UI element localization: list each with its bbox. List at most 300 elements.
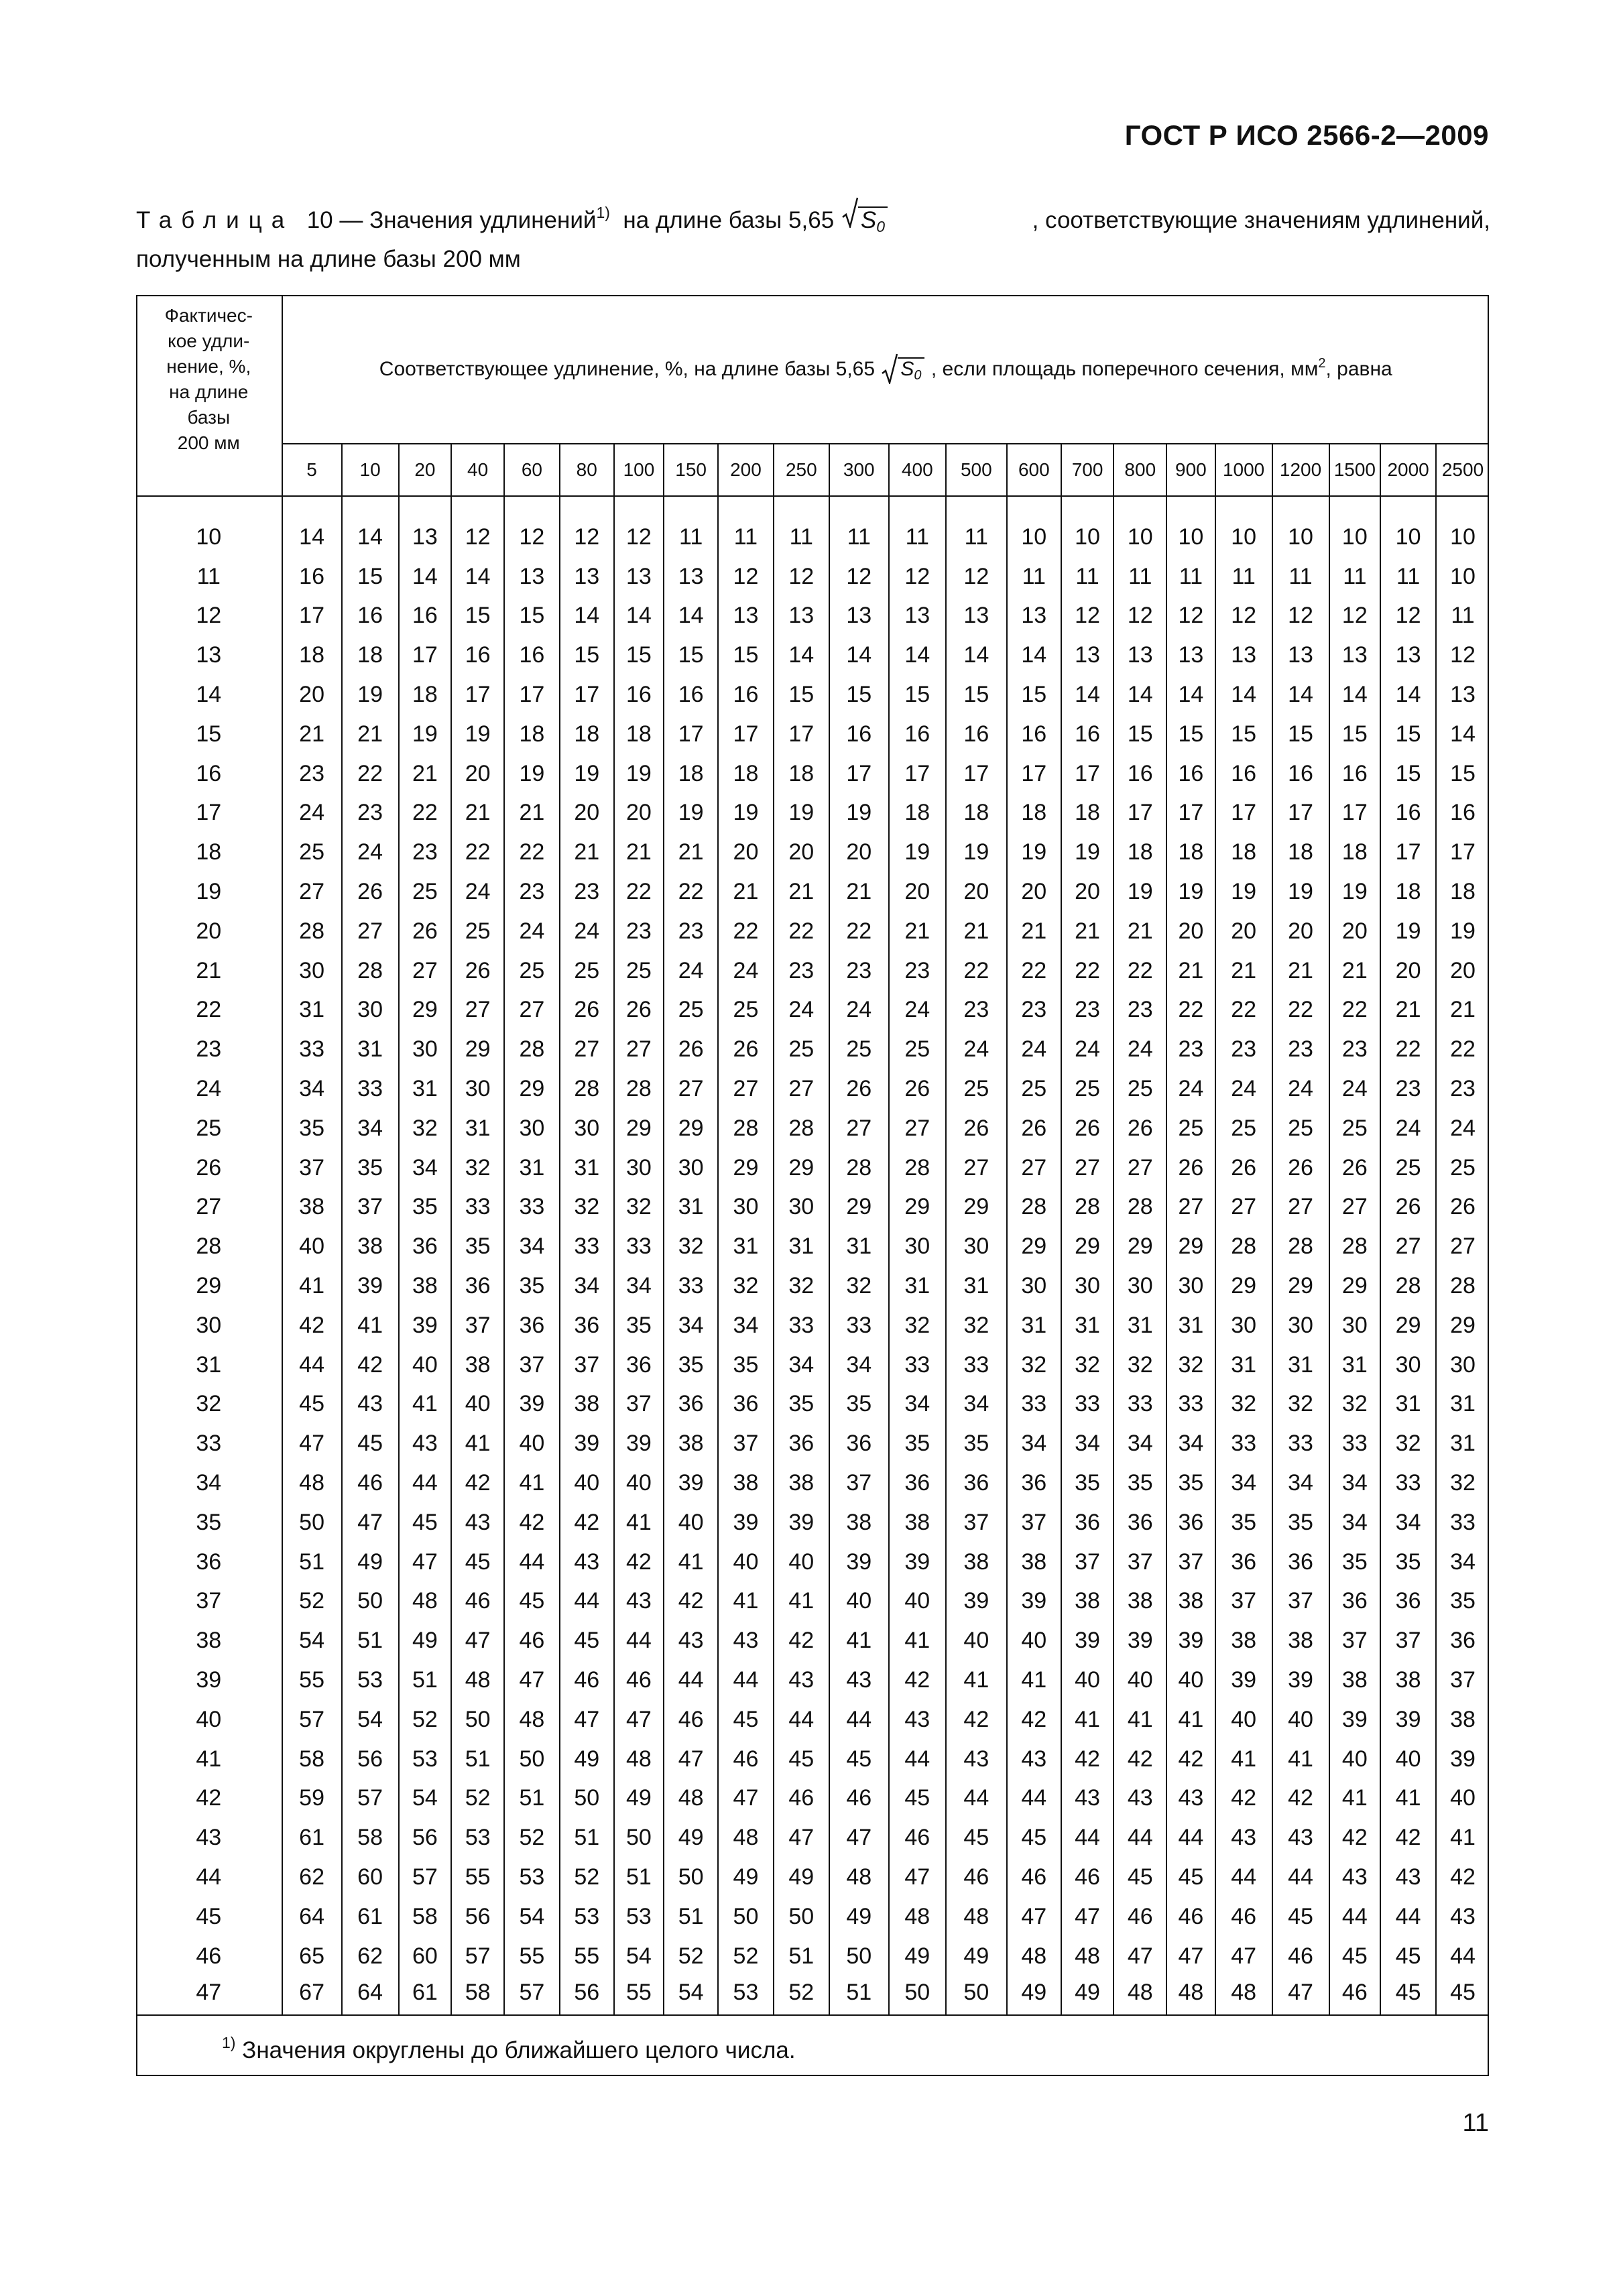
value-cell: 56 [342, 1740, 399, 1779]
value-cell: 21 [1272, 951, 1329, 991]
value-cell: 31 [1272, 1345, 1329, 1385]
value-cell: 29 [1272, 1266, 1329, 1306]
value-cell: 36 [1329, 1582, 1381, 1622]
value-cell: 61 [299, 1825, 324, 1851]
value-cell: 11 [1061, 557, 1114, 597]
value-cell: 18 [1436, 872, 1489, 912]
value-cell: 30 [1329, 1306, 1381, 1345]
value-cell: 40 [1436, 1779, 1489, 1819]
value-cell: 12 [1114, 597, 1166, 636]
value-cell: 31 [1436, 1424, 1489, 1463]
value-cell: 50 [560, 1779, 614, 1819]
value-cell: 44 [399, 1463, 452, 1503]
value-cell: 24 [1007, 1030, 1061, 1069]
value-cell: 46 [889, 1818, 946, 1858]
value-cell: 52 [560, 1858, 614, 1897]
value-cell: 44 [1329, 1897, 1381, 1937]
value-cell: 38 [718, 1463, 774, 1503]
actual-elongation-cell: 43 [136, 1818, 282, 1858]
value-cell: 27 [299, 879, 324, 905]
value-cell: 17 [560, 675, 614, 715]
value-cell: 17 [1380, 833, 1436, 872]
value-cell: 32 [1436, 1463, 1489, 1503]
value-cell: 26 [1166, 1148, 1215, 1188]
value-cell: 34 [1329, 1463, 1381, 1503]
value-cell: 27 [1272, 1188, 1329, 1227]
value-cell: 33 [664, 1266, 718, 1306]
value-cell: 46 [718, 1740, 774, 1779]
value-cell: 13 [1272, 636, 1329, 675]
value-cell: 38 [342, 1227, 399, 1266]
value-cell: 39 [829, 1543, 889, 1582]
value-cell: 19 [1215, 872, 1272, 912]
value-cell: 30 [399, 1030, 452, 1069]
value-cell: 23 [1114, 991, 1166, 1030]
value-cell: 46 [774, 1779, 829, 1819]
value-cell: 41 [1166, 1700, 1215, 1740]
value-cell: 36 [1215, 1543, 1272, 1582]
value-cell: 20 [1215, 912, 1272, 951]
value-cell: 10 [1061, 518, 1114, 557]
value-cell: 27 [1166, 1188, 1215, 1227]
value-cell: 22 [1215, 991, 1272, 1030]
value-cell: 48 [451, 1660, 504, 1700]
value-cell: 23 [889, 951, 946, 991]
value-cell: 15 [504, 597, 560, 636]
value-cell: 40 [1272, 1700, 1329, 1740]
actual-elongation-cell: 28 [136, 1227, 282, 1266]
value-cell: 16 [1215, 754, 1272, 794]
value-cell: 45 [399, 1503, 452, 1543]
value-cell: 30 [560, 1109, 614, 1148]
value-cell: 25 [1380, 1148, 1436, 1188]
value-cell: 22 [614, 872, 664, 912]
area-header: 500 [946, 444, 1007, 496]
value-cell: 54 [664, 1976, 718, 2015]
value-cell: 31 [299, 997, 324, 1023]
value-cell: 49 [1007, 1976, 1061, 2015]
value-cell: 12 [1380, 597, 1436, 636]
value-cell: 44 [504, 1543, 560, 1582]
value-cell: 22 [504, 833, 560, 872]
value-cell: 16 [1436, 794, 1489, 833]
value-cell: 26 [1007, 1109, 1061, 1148]
value-cell: 17 [1272, 794, 1329, 833]
value-cell: 45 [889, 1779, 946, 1819]
value-cell: 21 [560, 833, 614, 872]
value-cell: 50 [774, 1897, 829, 1937]
value-cell: 53 [342, 1660, 399, 1700]
value-cell: 24 [1329, 1069, 1381, 1109]
value-cell: 18 [399, 675, 452, 715]
value-cell: 20 [1007, 872, 1061, 912]
value-cell: 42 [342, 1345, 399, 1385]
value-cell: 24 [774, 991, 829, 1030]
value-cell: 34 [342, 1109, 399, 1148]
value-cell: 12 [560, 518, 614, 557]
table-row [136, 1030, 1489, 1069]
value-cell: 25 [664, 991, 718, 1030]
value-cell: 34 [946, 1385, 1007, 1425]
actual-elongation-cell: 42 [136, 1779, 282, 1819]
actual-elongation-cell: 21 [136, 951, 282, 991]
value-cell: 32 [889, 1306, 946, 1345]
value-cell: 29 [1166, 1227, 1215, 1266]
value-cell: 37 [1061, 1543, 1114, 1582]
value-cell: 50 [299, 1509, 324, 1535]
value-cell: 52 [299, 1588, 324, 1614]
value-cell: 13 [1380, 636, 1436, 675]
value-cell: 37 [829, 1463, 889, 1503]
value-cell: 37 [946, 1503, 1007, 1543]
value-cell: 28 [1380, 1266, 1436, 1306]
value-cell: 18 [774, 754, 829, 794]
value-cell: 18 [1061, 794, 1114, 833]
value-cell: 42 [1061, 1740, 1114, 1779]
value-cell: 24 [718, 951, 774, 991]
value-cell: 35 [946, 1424, 1007, 1463]
value-cell: 12 [718, 557, 774, 597]
value-cell: 45 [504, 1582, 560, 1622]
table-row [136, 1345, 1489, 1385]
value-cell: 24 [889, 991, 946, 1030]
value-cell: 61 [399, 1976, 452, 2015]
value-cell: 29 [1114, 1227, 1166, 1266]
value-cell: 64 [299, 1903, 324, 1929]
value-cell: 32 [1272, 1385, 1329, 1425]
value-cell: 49 [889, 1937, 946, 1976]
value-cell: 14 [560, 597, 614, 636]
value-cell: 19 [664, 794, 718, 833]
value-cell: 32 [451, 1148, 504, 1188]
value-cell: 26 [1380, 1188, 1436, 1227]
value-cell: 41 [718, 1582, 774, 1622]
value-cell: 36 [399, 1227, 452, 1266]
value-cell: 19 [718, 794, 774, 833]
value-cell: 28 [829, 1148, 889, 1188]
footnote-text: Значения округлены до ближайшего целого числа. [235, 2037, 796, 2064]
value-cell: 32 [946, 1306, 1007, 1345]
actual-elongation-cell: 19 [136, 872, 282, 912]
value-cell: 23 [1215, 1030, 1272, 1069]
value-cell: 17 [1114, 794, 1166, 833]
area-header: 20 [399, 444, 452, 496]
table-row [136, 794, 1489, 833]
value-cell: 31 [946, 1266, 1007, 1306]
value-cell: 22 [1114, 951, 1166, 991]
value-cell: 31 [1114, 1306, 1166, 1345]
table-row [136, 754, 1489, 794]
value-cell: 27 [1329, 1188, 1381, 1227]
sqrt-s0-formula [842, 201, 888, 240]
value-cell: 40 [504, 1424, 560, 1463]
value-cell: 27 [614, 1030, 664, 1069]
value-cell: 37 [342, 1188, 399, 1227]
table-row [136, 1188, 1489, 1227]
value-cell: 21 [718, 872, 774, 912]
value-cell: 44 [1114, 1818, 1166, 1858]
value-cell: 30 [614, 1148, 664, 1188]
value-cell: 39 [504, 1385, 560, 1425]
actual-elongation-cell: 46 [136, 1937, 282, 1976]
value-cell: 26 [718, 1030, 774, 1069]
value-cell: 29 [1329, 1266, 1381, 1306]
value-cell: 33 [342, 1069, 399, 1109]
value-cell: 47 [1007, 1897, 1061, 1937]
value-cell: 43 [1061, 1779, 1114, 1819]
value-cell: 48 [718, 1818, 774, 1858]
value-cell: 38 [299, 1194, 324, 1220]
value-cell: 35 [1114, 1463, 1166, 1503]
value-cell: 31 [1436, 1385, 1489, 1425]
value-cell: 30 [889, 1227, 946, 1266]
value-cell: 31 [399, 1069, 452, 1109]
value-cell: 50 [829, 1937, 889, 1976]
value-cell: 15 [1329, 715, 1381, 754]
value-cell: 51 [299, 1549, 324, 1575]
value-cell: 40 [451, 1385, 504, 1425]
value-cell: 25 [1215, 1109, 1272, 1148]
value-cell: 26 [889, 1069, 946, 1109]
value-cell: 11 [718, 518, 774, 557]
table-row [136, 833, 1489, 872]
value-cell: 25 [560, 951, 614, 991]
actual-elongation-cell: 39 [136, 1660, 282, 1700]
value-cell: 30 [342, 991, 399, 1030]
value-cell: 14 [774, 636, 829, 675]
value-cell: 18 [889, 794, 946, 833]
value-cell: 41 [1007, 1660, 1061, 1700]
value-cell: 29 [1215, 1266, 1272, 1306]
value-cell: 48 [664, 1779, 718, 1819]
value-cell: 27 [946, 1148, 1007, 1188]
value-cell: 20 [1380, 951, 1436, 991]
value-cell: 19 [504, 754, 560, 794]
value-cell: 42 [299, 1312, 324, 1338]
value-cell: 24 [1272, 1069, 1329, 1109]
value-cell: 37 [1114, 1543, 1166, 1582]
table-row [136, 872, 1489, 912]
value-cell: 38 [1272, 1621, 1329, 1660]
value-cell: 31 [342, 1030, 399, 1069]
value-cell: 13 [504, 557, 560, 597]
value-cell: 34 [560, 1266, 614, 1306]
value-cell: 19 [560, 754, 614, 794]
value-cell: 22 [451, 833, 504, 872]
value-cell: 36 [1061, 1503, 1114, 1543]
value-cell: 52 [504, 1818, 560, 1858]
value-cell: 45 [946, 1818, 1007, 1858]
value-cell: 62 [342, 1937, 399, 1976]
value-cell: 19 [889, 833, 946, 872]
value-cell: 29 [1007, 1227, 1061, 1266]
value-cell: 47 [342, 1503, 399, 1543]
value-cell: 45 [774, 1740, 829, 1779]
value-cell: 11 [1007, 557, 1061, 597]
value-cell: 57 [504, 1976, 560, 2015]
value-cell: 20 [1166, 912, 1215, 951]
value-cell: 20 [1061, 872, 1114, 912]
value-cell: 49 [664, 1818, 718, 1858]
value-cell: 44 [889, 1740, 946, 1779]
value-cell: 34 [1436, 1543, 1489, 1582]
value-cell: 36 [664, 1385, 718, 1425]
value-cell: 28 [299, 918, 324, 944]
value-cell: 25 [1166, 1109, 1215, 1148]
value-cell: 35 [399, 1188, 452, 1227]
value-cell: 33 [299, 1036, 324, 1063]
value-cell: 21 [1114, 912, 1166, 951]
value-cell: 22 [1329, 991, 1381, 1030]
value-cell: 12 [829, 557, 889, 597]
value-cell: 27 [664, 1069, 718, 1109]
value-cell: 39 [1436, 1740, 1489, 1779]
value-cell: 13 [1061, 636, 1114, 675]
value-cell: 12 [1272, 597, 1329, 636]
value-cell: 24 [299, 800, 324, 826]
value-cell: 35 [829, 1385, 889, 1425]
value-cell: 22 [342, 754, 399, 794]
value-cell: 33 [1272, 1424, 1329, 1463]
value-cell: 51 [504, 1779, 560, 1819]
value-cell: 16 [504, 636, 560, 675]
value-cell: 15 [1215, 715, 1272, 754]
value-cell: 50 [889, 1976, 946, 2015]
value-cell: 42 [504, 1503, 560, 1543]
value-cell: 34 [504, 1227, 560, 1266]
value-cell: 14 [299, 524, 324, 550]
value-cell: 29 [1061, 1227, 1114, 1266]
value-cell: 24 [946, 1030, 1007, 1069]
value-cell: 31 [1329, 1345, 1381, 1385]
footnote-mark: 1) [222, 2034, 236, 2052]
table-row [136, 518, 1489, 557]
document-id: ГОСТ Р ИСО 2566-2—2009 [1124, 119, 1489, 151]
value-cell: 42 [774, 1621, 829, 1660]
value-cell: 27 [1380, 1227, 1436, 1266]
value-cell: 39 [718, 1503, 774, 1543]
value-cell: 38 [1166, 1582, 1215, 1622]
value-cell: 42 [560, 1503, 614, 1543]
value-cell: 32 [1215, 1385, 1272, 1425]
value-cell: 33 [1436, 1503, 1489, 1543]
area-header: 60 [504, 444, 560, 496]
value-cell: 10 [1114, 518, 1166, 557]
value-cell: 25 [399, 872, 452, 912]
value-cell: 20 [718, 833, 774, 872]
value-cell: 43 [1007, 1740, 1061, 1779]
value-cell: 39 [1380, 1700, 1436, 1740]
value-cell: 51 [614, 1858, 664, 1897]
value-cell: 54 [504, 1897, 560, 1937]
value-cell: 17 [1436, 833, 1489, 872]
value-cell: 23 [504, 872, 560, 912]
value-cell: 30 [718, 1188, 774, 1227]
value-cell: 53 [399, 1740, 452, 1779]
value-cell: 25 [1007, 1069, 1061, 1109]
value-cell: 52 [399, 1700, 452, 1740]
value-cell: 21 [614, 833, 664, 872]
value-cell: 19 [829, 794, 889, 833]
value-cell: 44 [664, 1660, 718, 1700]
table-row [136, 1660, 1489, 1700]
value-cell: 34 [829, 1345, 889, 1385]
value-cell: 20 [946, 872, 1007, 912]
value-cell: 47 [829, 1818, 889, 1858]
caption-label: Таблица [136, 207, 294, 233]
value-cell: 44 [774, 1700, 829, 1740]
value-cell: 27 [504, 991, 560, 1030]
value-cell: 49 [774, 1858, 829, 1897]
value-cell: 17 [1166, 794, 1215, 833]
value-cell: 27 [399, 951, 452, 991]
value-cell: 39 [946, 1582, 1007, 1622]
value-cell: 16 [1380, 794, 1436, 833]
value-cell: 22 [774, 912, 829, 951]
value-cell: 64 [342, 1976, 399, 2015]
value-cell: 51 [829, 1976, 889, 2015]
value-cell: 42 [889, 1660, 946, 1700]
value-cell: 23 [1166, 1030, 1215, 1069]
value-cell: 42 [1215, 1779, 1272, 1819]
value-cell: 22 [1436, 1030, 1489, 1069]
value-cell: 10 [1166, 518, 1215, 557]
table-row [136, 1700, 1489, 1740]
area-header: 150 [664, 444, 718, 496]
value-cell: 14 [1166, 675, 1215, 715]
value-cell: 51 [774, 1937, 829, 1976]
value-cell: 13 [1215, 636, 1272, 675]
value-cell: 48 [504, 1700, 560, 1740]
value-cell: 41 [1272, 1740, 1329, 1779]
actual-elongation-cell: 10 [136, 518, 282, 557]
value-cell: 16 [299, 563, 324, 589]
value-cell: 48 [889, 1897, 946, 1937]
value-cell: 18 [560, 715, 614, 754]
value-cell: 35 [1380, 1543, 1436, 1582]
value-cell: 40 [829, 1582, 889, 1622]
value-cell: 17 [1215, 794, 1272, 833]
value-cell: 46 [614, 1660, 664, 1700]
table-caption [136, 201, 1490, 279]
value-cell: 39 [774, 1503, 829, 1543]
table-row [136, 675, 1489, 715]
value-cell: 12 [774, 557, 829, 597]
value-cell: 44 [1007, 1779, 1061, 1819]
value-cell: 33 [1380, 1463, 1436, 1503]
value-cell: 47 [560, 1700, 614, 1740]
value-cell: 27 [1114, 1148, 1166, 1188]
value-cell: 33 [1007, 1385, 1061, 1425]
value-cell: 48 [1215, 1976, 1272, 2015]
value-cell: 40 [1215, 1700, 1272, 1740]
value-cell: 11 [1166, 557, 1215, 597]
value-cell: 38 [664, 1424, 718, 1463]
value-cell: 29 [946, 1188, 1007, 1227]
value-cell: 34 [1061, 1424, 1114, 1463]
value-cell: 22 [1272, 991, 1329, 1030]
value-cell: 21 [1007, 912, 1061, 951]
value-cell: 20 [889, 872, 946, 912]
value-cell: 10 [1436, 557, 1489, 597]
value-cell: 12 [614, 518, 664, 557]
value-cell: 18 [718, 754, 774, 794]
value-cell: 25 [1436, 1148, 1489, 1188]
value-cell: 58 [299, 1746, 324, 1772]
value-cell: 54 [614, 1937, 664, 1976]
value-cell: 25 [889, 1030, 946, 1069]
value-cell: 21 [664, 833, 718, 872]
